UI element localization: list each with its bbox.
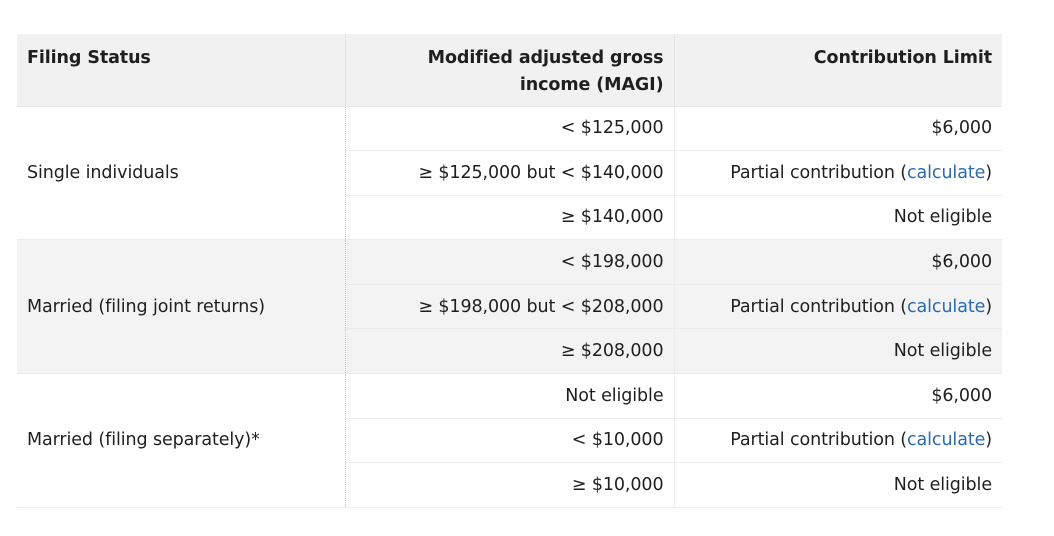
table-row (17, 106, 1002, 151)
magi-cell: < $198,000 (345, 240, 674, 285)
magi-cell: ≥ $208,000 (345, 329, 674, 374)
table-header-row (17, 34, 1002, 106)
group-married-joint (17, 240, 1002, 374)
limit-cell: Not eligible (674, 195, 1002, 240)
limit-cell (674, 284, 1002, 329)
magi-cell: ≥ $198,000 but < $208,000 (345, 284, 674, 329)
magi-cell: ≥ $125,000 but < $140,000 (345, 151, 674, 196)
header-contribution-limit: Contribution Limit (674, 34, 1002, 106)
calculate-link[interactable]: calculate (907, 162, 986, 183)
limit-text-prefix: Partial contribution ( (730, 296, 908, 317)
header-filing-status: Filing Status (17, 34, 345, 106)
limit-cell: Not eligible (674, 329, 1002, 374)
table-row (17, 240, 1002, 285)
table-row (17, 374, 1002, 419)
contribution-limits-table-wrapper (17, 34, 1002, 508)
limit-text-suffix: ) (985, 296, 992, 317)
filing-status-cell: Married (filing joint returns) (17, 240, 345, 374)
limit-cell: $6,000 (674, 106, 1002, 151)
magi-cell: < $125,000 (345, 106, 674, 151)
limit-text-prefix: Partial contribution ( (730, 430, 908, 451)
magi-cell: < $10,000 (345, 418, 674, 463)
filing-status-cell: Single individuals (17, 106, 345, 240)
contribution-limits-table (17, 34, 1002, 508)
limit-cell: $6,000 (674, 374, 1002, 419)
limit-cell: Not eligible (674, 463, 1002, 508)
filing-status-cell: Married (filing separately)* (17, 374, 345, 508)
calculate-link[interactable]: calculate (907, 430, 986, 451)
group-single (17, 106, 1002, 240)
magi-cell: Not eligible (345, 374, 674, 419)
limit-text-suffix: ) (985, 430, 992, 451)
group-married-separate (17, 374, 1002, 508)
limit-text-suffix: ) (985, 162, 992, 183)
limit-cell: $6,000 (674, 240, 1002, 285)
calculate-link[interactable]: calculate (907, 296, 986, 317)
header-magi: Modified adjusted gross income (MAGI) (345, 34, 674, 106)
magi-cell: ≥ $140,000 (345, 195, 674, 240)
limit-cell (674, 151, 1002, 196)
magi-cell: ≥ $10,000 (345, 463, 674, 508)
limit-text-prefix: Partial contribution ( (730, 162, 908, 183)
limit-cell (674, 418, 1002, 463)
